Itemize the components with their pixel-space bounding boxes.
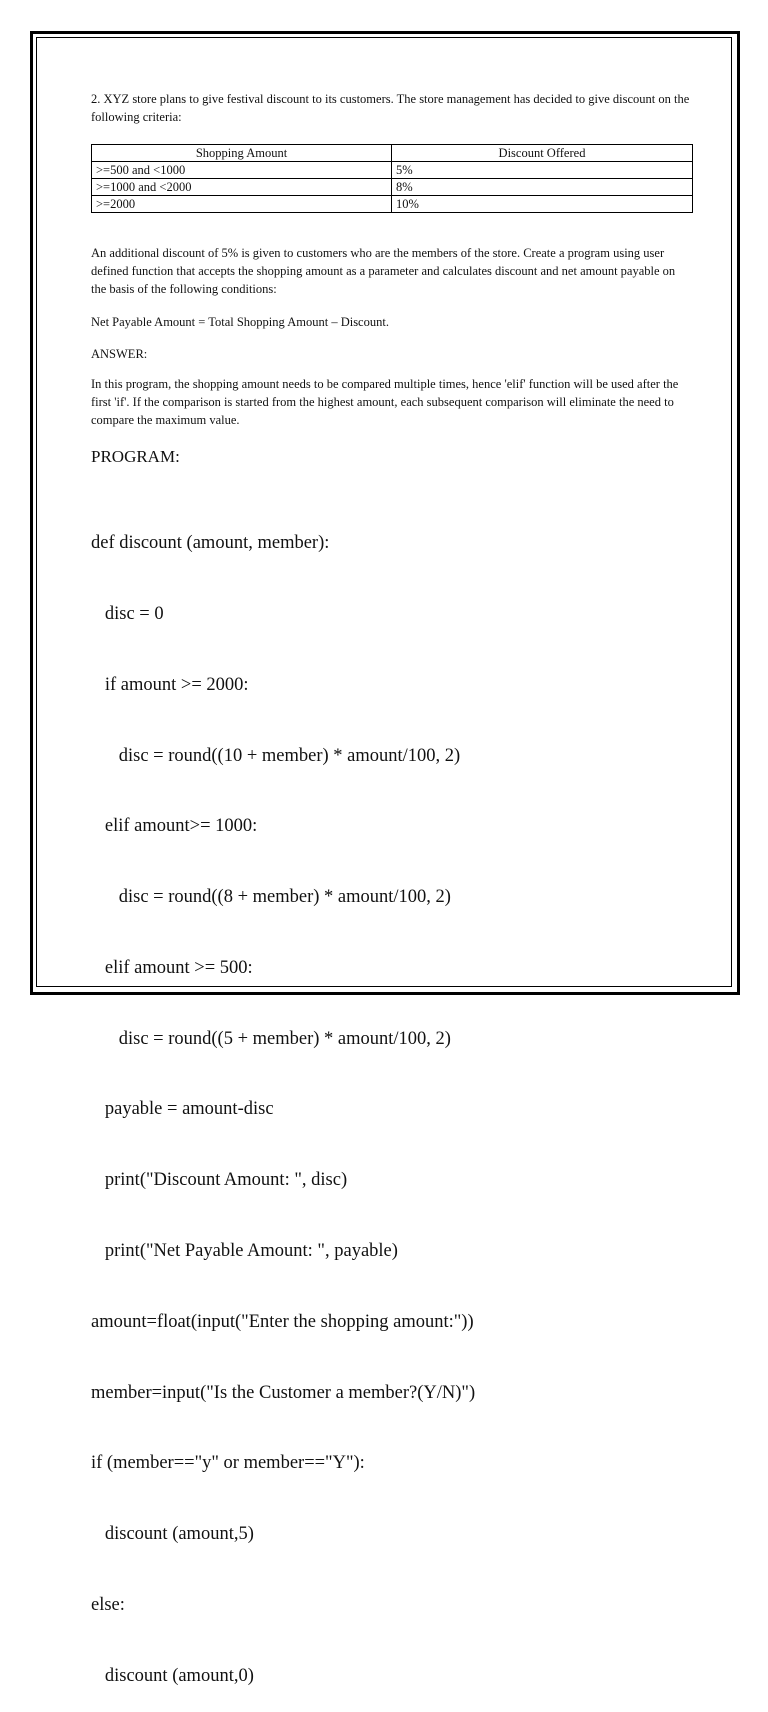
header-shopping-amount: Shopping Amount <box>92 145 392 162</box>
code-line: print("Net Payable Amount: ", payable) <box>91 1241 398 1261</box>
code-line: payable = amount-disc <box>91 1099 274 1120</box>
code-line: elif amount >= 500: <box>91 957 253 978</box>
additional-discount-paragraph: An additional discount of 5% is given to customers who are the members of the store. Create a program using user defined function that accepts the shopping amount as a parameter and calculates discount and net amount payable on the basis of the following conditions: <box>91 246 676 296</box>
code-line: def discount (amount, member): <box>91 533 330 554</box>
code-line: discount (amount,5) <box>91 1524 254 1545</box>
table-cell: 10% <box>392 196 693 213</box>
header-discount-offered: Discount Offered <box>392 145 693 162</box>
answer-label: ANSWER: <box>91 347 148 361</box>
code-line: if (member=="y" or member=="Y"): <box>91 1453 365 1474</box>
table-cell: 5% <box>392 162 693 179</box>
code-line: disc = round((8 + member) * amount/100, 2) <box>91 887 451 908</box>
program-heading: PROGRAM: <box>91 447 180 466</box>
code-line: else: <box>91 1594 125 1615</box>
table-cell: >=1000 and <2000 <box>92 179 392 196</box>
code-line: print("Discount Amount: ", disc) <box>91 1170 348 1191</box>
question-text: 2. XYZ store plans to give festival discount to its customers. The store management has decided to give discount on the following criteria: <box>91 92 690 124</box>
code-line: amount=float(input("Enter the shopping amount:")) <box>91 1311 474 1332</box>
code-line: disc = 0 <box>91 603 164 624</box>
explanation-paragraph: In this program, the shopping amount needs to be compared multiple times, hence 'elif' function will be used after the first 'if'. If the comparison is started from the highest amount, each subsequent comparison will eliminate the need to compare the maximum value. <box>91 377 679 427</box>
code-line: if amount >= 2000: <box>91 674 249 695</box>
discount-table <box>91 144 693 213</box>
table-cell: >=2000 <box>92 196 392 213</box>
code-line: disc = round((5 + member) * amount/100, 2) <box>91 1028 451 1049</box>
table-header-row <box>92 145 693 162</box>
question-block <box>91 90 693 126</box>
table-row <box>92 162 693 179</box>
table-row <box>92 179 693 196</box>
formula-paragraph: Net Payable Amount = Total Shopping Amount – Discount. <box>91 315 389 329</box>
table-row <box>92 196 693 213</box>
code-line: member=input("Is the Customer a member?(Y/N)") <box>91 1382 476 1403</box>
code-line: discount (amount,0) <box>91 1665 254 1686</box>
code-line: elif amount>= 1000: <box>91 816 258 837</box>
table-cell: 8% <box>392 179 693 196</box>
table-cell: >=500 and <1000 <box>92 162 392 179</box>
code-line: disc = round((10 + member) * amount/100, 2) <box>91 745 461 766</box>
program-code-block <box>91 485 475 1712</box>
